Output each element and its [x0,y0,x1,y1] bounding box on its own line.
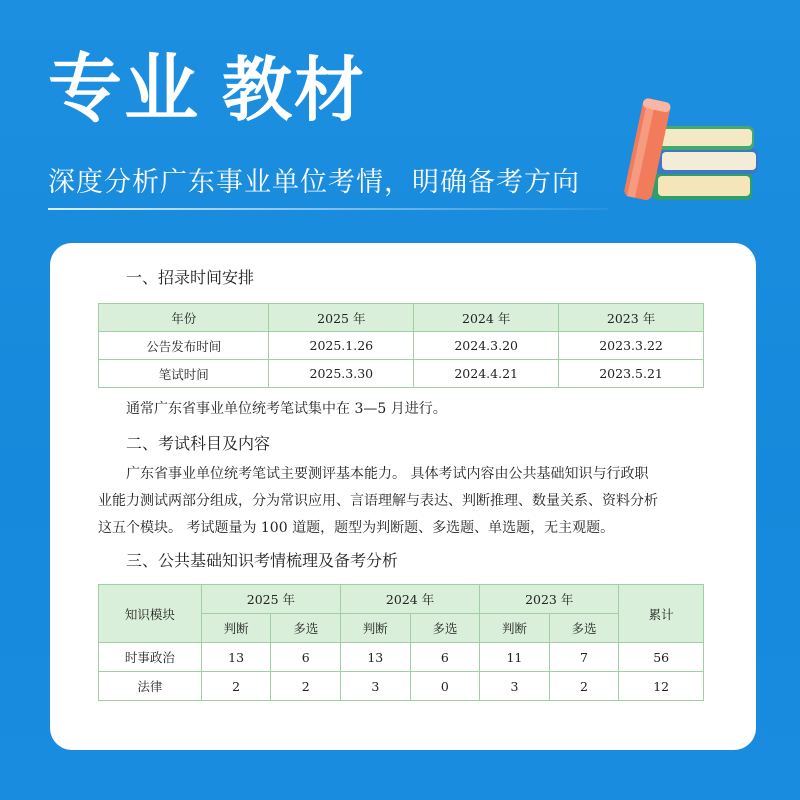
table-cell: 2024.3.20 [414,332,559,360]
schedule-note: 通常广东省事业单位统考笔试集中在 3—5 月进行。 [126,401,447,417]
section1-heading: 一、招录时间安排 [126,268,255,287]
table-cell: 7 [549,643,619,672]
header-cell-year: 2023 年 [480,585,619,614]
table-cell: 2025.1.26 [269,332,414,360]
table-cell: 13 [201,643,271,672]
header-cell-year: 2025 年 [201,585,340,614]
subheader-cell: 判断 [201,614,271,643]
table-cell: 56 [619,643,704,672]
table-cell: 法律 [99,672,202,701]
paragraph-line: 这五个模块。 考试题量为 100 道题，题型为判断题、多选题、单选题，无主观题。 [98,520,615,536]
table-cell: 0 [410,672,480,701]
table-cell: 6 [271,643,341,672]
hero-title-part1: 专业 [48,46,200,132]
table-cell: 12 [619,672,704,701]
table-cell: 2 [271,672,341,701]
header-cell-module: 知识模块 [99,585,202,643]
table-cell: 3 [480,672,550,701]
hero-title-part2: 教材 [222,49,366,131]
books-illustration [612,96,762,216]
schedule-table [98,303,704,388]
table-cell: 公告发布时间 [99,332,269,360]
document-body [98,267,704,701]
table-row [99,672,704,701]
table-row [99,643,704,672]
subheader-cell: 多选 [410,614,480,643]
section2-paragraph [98,461,704,542]
table-cell: 13 [341,643,411,672]
header-cell: 2024 年 [414,304,559,332]
header-cell: 年份 [99,304,269,332]
table-cell: 2 [201,672,271,701]
header-cell: 2025 年 [269,304,414,332]
header-cell-total: 累计 [619,585,704,643]
section3-heading: 三、公共基础知识考情梳理及备考分析 [126,551,399,570]
knowledge-table [98,584,704,701]
table-header-row [99,304,704,332]
table-cell: 2 [549,672,619,701]
table-header-row [99,585,704,614]
table-row [99,332,704,360]
paragraph-line: 业能力测试两部分组成，分为常识应用、言语理解与表达、判断推理、数量关系、资料分析 [98,493,658,509]
paragraph-line: 广东省事业单位统考笔试主要测评基本能力。 具体考试内容由公共基础知识与行政职 [126,466,649,482]
table-cell: 时事政治 [99,643,202,672]
subheader-cell: 判断 [480,614,550,643]
subheader-cell: 多选 [271,614,341,643]
header-cell-year: 2024 年 [341,585,480,614]
hero-subtitle: 深度分析广东事业单位考情，明确备考方向 [48,167,580,198]
table-cell: 6 [410,643,480,672]
table-cell: 2025.3.30 [269,360,414,388]
table-cell: 3 [341,672,411,701]
hero-title [48,46,366,132]
section2-heading: 二、考试科目及内容 [126,434,271,453]
table-cell: 笔试时间 [99,360,269,388]
table-cell: 2023.5.21 [559,360,704,388]
table-cell: 2024.4.21 [414,360,559,388]
table-row [99,360,704,388]
table-cell: 2023.3.22 [559,332,704,360]
table-cell: 11 [480,643,550,672]
subtitle-underline [48,208,608,210]
subheader-cell: 多选 [549,614,619,643]
subheader-cell: 判断 [341,614,411,643]
content-card [50,243,756,750]
header-cell: 2023 年 [559,304,704,332]
